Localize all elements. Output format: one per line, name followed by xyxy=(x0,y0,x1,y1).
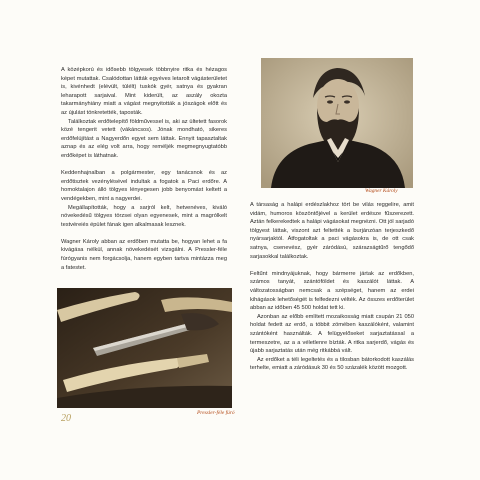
portrait-caption: Wagner Károly xyxy=(365,188,398,194)
paragraph: A középkorú és idősebb tölgyesek többnyire ritka és hézagos képet mutattak. Csalódottan látták egyéves letarolt vágásterületet is, kivénhedt (elévült, túlélt) tuskók gyér, satnya és gyakran leharapott sarjaival. Mint kiderült, az aszály okozta takarmányhiány miatt a vágást megnyitották a jószágok előtt és az újulást tönkretették, taposták. xyxy=(61,67,227,116)
paragraph: Feltűnt mindnyájuknak, hogy bármerre jártak az erdőkben, számos tanyát, szántóföldet és kaszálót láttak. A változatosságban nemcsak a szépséget, hanem az erdei kihágások lehetőségét is felfedezni vélték. Az összes erdőterület abban az időben 45 500 holdat tett ki. xyxy=(250,270,414,312)
tool-caption: Pressler-féle fúró xyxy=(197,410,235,416)
increment-borer-photo xyxy=(57,288,232,408)
page-number: 20 xyxy=(61,413,71,424)
paragraph: A társaság a halápi erdészlakhoz tört be vilás reggelire, amit vidám, humoros köszöntőjével a kerület erdésze fűszerezett. Aztán felkerekedtek a halápi vágásokat megnézni. Ott jól sarjadó tölgyest láttak, viszont azt feltették a burjánzóan terjeszkedő nyársarjaktól. Átfogatoltak a paci vágásokra is, de ott csak satnya, csenevész, gyér záródású, szárazságtűrő tengődő sarjasokkal találkoztak. xyxy=(250,202,414,260)
right-column-text xyxy=(250,201,414,373)
paragraph: Wagner Károly abban az erdőben mutatta be, hogyan lehet a fa kivágása nélkül, annak növekedését vizsgálni. A Pressler-féle fúrógyanis nem forgácsolja, hanem egyben tartva mintázza meg a fatestet. xyxy=(61,238,227,271)
paragraph: Keddenhajnalban a polgármester, egy tanácsnok és az erdőtisztek vezénylésével indultak a fogatok a Paci erdőre. A homoktalajon álló tölgyes lényegesen jobb benyomást keltett a vendégekben, mint a nagyerdei. xyxy=(61,170,227,202)
paragraph: Azonban az előbb említett mozaikosság miatt csupán 21 050 holdat fedett az erdő, a többit zömében kaszálóként, valamint szántóként használták. A felügyelőseket sarjaztatással a termeszetre, az a a véletlenre bízták. A ritka sarjerdő, vágás és újabb sarjaztatás után még ritkábbá vált. xyxy=(250,313,414,355)
paragraph: Találkoztak erdőtelepítő földművessel is, aki az ültetett fasorok közé tengerit vetett (vákáncsos). Jónak mondható, sikeres erdőfelújítást a Nagyerdőn egyet sem láttak. Ennyit tapasztaltak aznap és az elég volt arra, hogy reméljék megmegnyugtatóbb erdőképet is láthatnak. xyxy=(61,118,227,159)
paragraph: Megállapították, hogy a sarjról kelt, hetvenéves, kiváló növekedésű tölgyes törzsei olyan egyenesek, mint a magrólkelt testvéreiés épület fának igen alkalmasak lesznek. xyxy=(61,204,227,228)
left-column-text xyxy=(61,66,227,272)
paragraph: Az erdőket a téli legeltetés és a tilosban bátorkodott kaszálás terhelte, emiatt a záródásuk 30 és 50 százalék között mozgott. xyxy=(250,356,414,372)
portrait-image xyxy=(261,58,413,188)
